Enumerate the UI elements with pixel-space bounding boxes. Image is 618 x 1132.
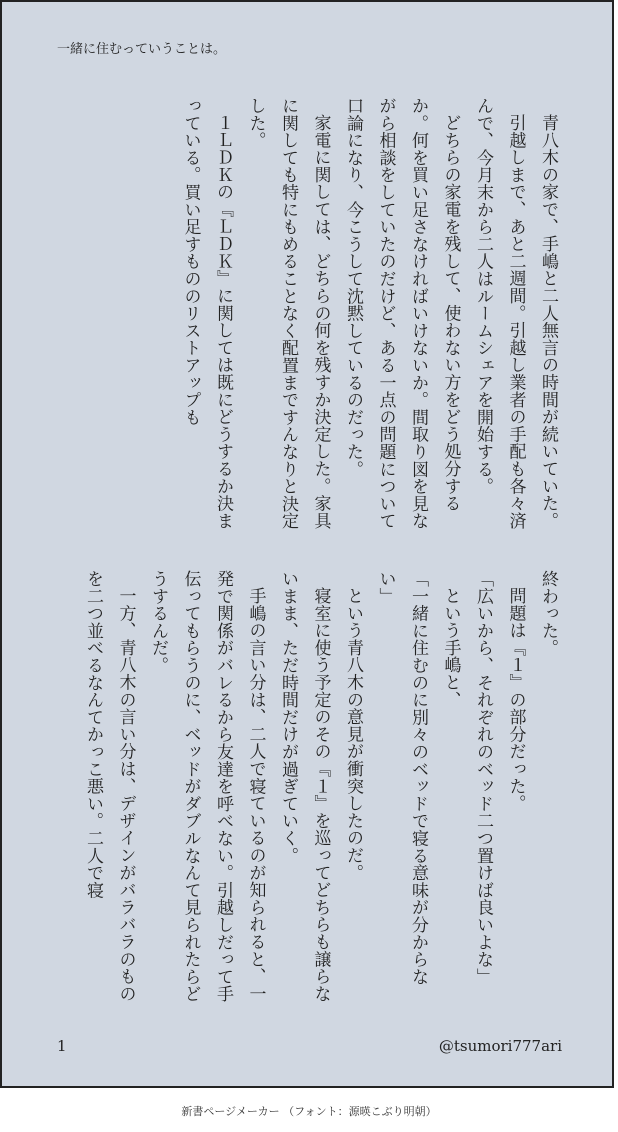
generator-credit: 新書ページメーカー （フォント：源暎こぶり明朝） xyxy=(181,1105,437,1118)
paragraph: 一方、青八木の言い分は、デザインがバラバラのものを二つ並べるなんてかっこ悪い。二人で寝 xyxy=(83,570,136,1003)
paragraph: 家電に関しては、どちらの何を残すか決定した。家具に関しても特にもめることなく配置まですんなりと決定した。 xyxy=(245,97,331,530)
paragraph: どちらの家電を残して、使わない方をどう処分するか。何を買い足さなければいけないか。間取り図を見ながら相談をしていたのだけど、ある一点の問題について口論になり、今こうして沈黙しているのだった。 xyxy=(343,97,461,530)
text-column-top xyxy=(54,97,564,537)
paragraph: という手嶋と、 xyxy=(440,587,461,709)
paragraph: 寝室に使う予定のその『１』を巡ってどちらも譲らないまま、ただ時間だけが過ぎていく。 xyxy=(278,570,331,1003)
author-handle: @tsumori777ari xyxy=(438,1037,562,1055)
page-number: 1 xyxy=(57,1037,67,1055)
paragraph: 問題は『１』の部分だった。 xyxy=(505,587,526,812)
paragraph: 手嶋の言い分は、二人で寝ているのが知られると、一発で関係がバレるから友達を呼べない。引越しだって手伝ってもらうのに、ベッドがダブルなんて見られたらどうするんだ。 xyxy=(148,570,266,1003)
paragraph: 「一緒に住むのに別々のベッドで寝る意味が分からない」 xyxy=(375,570,428,986)
paragraph: 引越しまで、あと二週間。引越し業者の手配も各々済んで、今月末から二人はルームシェアを開始する。 xyxy=(473,97,526,530)
paragraph: という青八木の意見が衝突したのだ。 xyxy=(343,587,363,882)
paragraph: 青八木の家で、手嶋と二人無言の時間が続いていた。 xyxy=(538,114,558,530)
text-column-bottom xyxy=(54,570,564,1010)
paragraph: 終わった。 xyxy=(538,570,558,657)
paragraph: 「広いから、それぞれのベッド二つ置けば良いよな」 xyxy=(473,570,493,986)
paragraph: １ＬＤＫの『ＬＤＫ』に関しては既にどうするか決まっている。買い足すもののリストアップも xyxy=(180,97,233,530)
page-header-title: 一緒に住むっていうことは。 xyxy=(57,42,227,57)
